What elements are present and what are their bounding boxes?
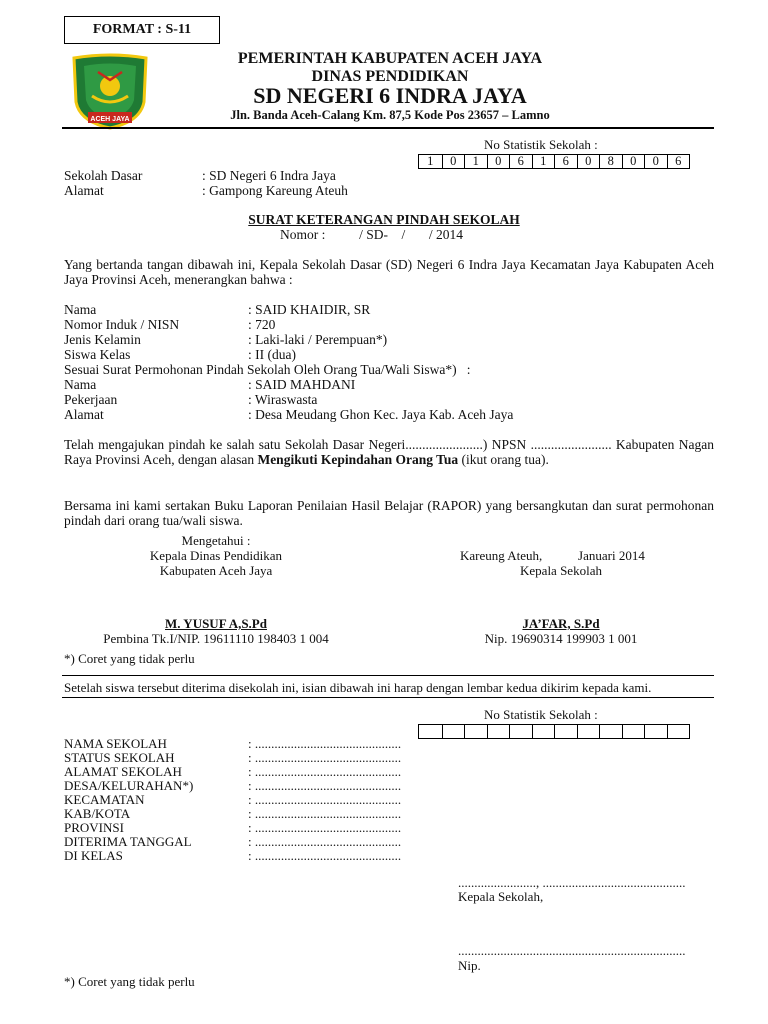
footnote-strike-bottom: *) Coret yang tidak perlu — [64, 974, 195, 989]
form-value[interactable]: : ............................................. — [248, 820, 402, 835]
school-name-label: Sekolah Dasar — [64, 168, 143, 183]
stat-bottom-grid[interactable] — [418, 724, 690, 739]
divider-top — [62, 675, 714, 676]
receiving-date-line[interactable]: ........................, ............................................ — [458, 875, 686, 890]
parent-label: Nama — [64, 377, 97, 392]
stat-digit: 0 — [622, 155, 645, 168]
student-label: Jenis Kelamin — [64, 332, 141, 347]
stat-digit: 0 — [487, 155, 510, 168]
attachment-paragraph: Bersama ini kami sertakan Buku Laporan Penilaian Hasil Belajar (RAPOR) yang bersangkutan dan surat permohonan pindah dari orang tua/wali siswa. — [64, 498, 714, 528]
receiving-name-line[interactable]: ...................................................................... — [458, 943, 686, 958]
document-title: SURAT KETERANGAN PINDAH SEKOLAH — [248, 212, 520, 227]
sign-left-knowing: Mengetahui : — [181, 533, 251, 548]
student-label: Siswa Kelas — [64, 347, 131, 362]
form-label: ALAMAT SEKOLAH — [64, 764, 182, 779]
header-address: Jln. Banda Aceh-Calang Km. 87,5 Kode Pos 23657 – Lamno — [230, 108, 550, 122]
form-label: DI KELAS — [64, 848, 123, 863]
stat-digit: 6 — [667, 155, 690, 168]
school-name-value: : SD Negeri 6 Indra Jaya — [202, 168, 336, 183]
stat-digit: 6 — [554, 155, 577, 168]
stat-top-grid — [418, 154, 690, 169]
stat-cell — [644, 725, 667, 738]
school-address-value: : Gampong Kareung Ateuh — [202, 183, 348, 198]
stat-digit: 1 — [464, 155, 487, 168]
school-address-label: Alamat — [64, 183, 104, 198]
form-label: DITERIMA TANGGAL — [64, 834, 192, 849]
transfer-paragraph: Telah mengajukan pindah ke salah satu Sekolah Dasar Negeri.......................) NPSN ........................ Kabupaten Nagan Raya Provinsi Aceh, dengan alasan Mengikuti Kepindahan Orang Tua (ikut orang tua). — [64, 437, 714, 467]
sign-left-office: Kabupaten Aceh Jaya — [159, 563, 273, 578]
parent-value: : SAID MAHDANI — [248, 377, 356, 392]
header-school-name: SD NEGERI 6 INDRA JAYA — [253, 83, 527, 108]
form-value[interactable]: : ............................................. — [248, 778, 402, 793]
footnote-strike: *) Coret yang tidak perlu — [64, 651, 195, 666]
sign-right-place-date: Kareung Ateuh, Januari 2014 — [460, 548, 645, 563]
stat-cell — [464, 725, 487, 738]
stat-top-label: No Statistik Sekolah : — [484, 137, 598, 152]
stat-cell — [419, 725, 442, 738]
stat-cell — [532, 725, 555, 738]
form-value[interactable]: : ............................................. — [248, 792, 402, 807]
stat-cell — [577, 725, 600, 738]
parent-label: Pekerjaan — [64, 392, 118, 407]
form-label: PROVINSI — [64, 820, 124, 835]
parent-label: Alamat — [64, 407, 104, 422]
parent-intro: Sesuai Surat Permohonan Pindah Sekolah Oleh Orang Tua/Wali Siswa*) : — [64, 362, 471, 377]
format-label: FORMAT : S-11 — [64, 16, 220, 44]
student-label: Nama — [64, 302, 97, 317]
sign-left-nip: Pembina Tk.I/NIP. 19611110 198403 1 004 — [103, 631, 329, 646]
transfer-reason: Mengikuti Kepindahan Orang Tua — [257, 452, 459, 467]
stat-digit: 0 — [442, 155, 465, 168]
logo-caption: ACEH JAYA — [90, 116, 130, 123]
stat-digit: 6 — [509, 155, 532, 168]
student-label: Nomor Induk / NISN — [64, 317, 180, 332]
sign-right-title: Kepala Sekolah — [520, 563, 602, 578]
divider-bottom — [62, 697, 714, 698]
receiving-note: Setelah siswa tersebut diterima disekolah ini, isian dibawah ini harap dengan lembar kedua dikirim kepada kami. — [64, 680, 652, 695]
stat-cell — [442, 725, 465, 738]
stat-cell — [599, 725, 622, 738]
sign-right-name: JA’FAR, S.Pd — [522, 616, 600, 631]
header-rule — [62, 127, 714, 129]
document-number: Nomor : / SD- / / 2014 — [280, 227, 464, 242]
stat-digit: 0 — [577, 155, 600, 168]
form-label: DESA/KELURAHAN*) — [64, 778, 194, 793]
form-label: STATUS SEKOLAH — [64, 750, 175, 765]
student-value: : II (dua) — [248, 347, 296, 362]
form-value[interactable]: : ............................................. — [248, 834, 402, 849]
parent-value: : Wiraswasta — [248, 392, 318, 407]
student-value: : SAID KHAIDIR, SR — [248, 302, 371, 317]
form-label: NAMA SEKOLAH — [64, 736, 167, 751]
header-line2: DINAS PENDIDIKAN — [311, 68, 469, 85]
form-value[interactable]: : ............................................. — [248, 806, 402, 821]
student-value: : Laki-laki / Perempuan*) — [248, 332, 388, 347]
stat-cell — [509, 725, 532, 738]
form-value[interactable]: : ............................................. — [248, 764, 402, 779]
intro-paragraph: Yang bertanda tangan dibawah ini, Kepala Sekolah Dasar (SD) Negeri 6 Indra Jaya Kecamatan Jaya Kabupaten Aceh Jaya Provinsi Aceh, menerangkan bahwa : — [64, 257, 714, 287]
stat-digit: 1 — [427, 154, 434, 168]
stat-digit: 8 — [599, 155, 622, 168]
form-value[interactable]: : ............................................. — [248, 848, 402, 863]
parent-value: : Desa Meudang Ghon Kec. Jaya Kab. Aceh Jaya — [248, 407, 514, 422]
stat-cell — [487, 725, 510, 738]
student-value: : 720 — [248, 317, 276, 332]
receiving-head-title: Kepala Sekolah, — [458, 889, 544, 904]
form-value[interactable]: : ............................................. — [248, 750, 402, 765]
header-line1: PEMERINTAH KABUPATEN ACEH JAYA — [237, 50, 543, 67]
form-value[interactable]: : ............................................. — [248, 736, 402, 751]
stat-digit: 1 — [532, 155, 555, 168]
sign-left-title: Kepala Dinas Pendidikan — [149, 548, 283, 563]
receiving-nip: Nip. — [458, 958, 481, 973]
stat-bottom-label: No Statistik Sekolah : — [484, 707, 598, 722]
form-label: KAB/KOTA — [64, 806, 131, 821]
aceh-jaya-logo — [70, 52, 150, 130]
sign-right-nip: Nip. 19690314 199903 1 001 — [484, 631, 638, 646]
stat-cell — [622, 725, 645, 738]
stat-digit: 0 — [644, 155, 667, 168]
stat-cell — [554, 725, 577, 738]
stat-cell — [667, 725, 690, 738]
form-label: KECAMATAN — [64, 792, 145, 807]
sign-left-name: M. YUSUF A,S.Pd — [165, 616, 267, 631]
